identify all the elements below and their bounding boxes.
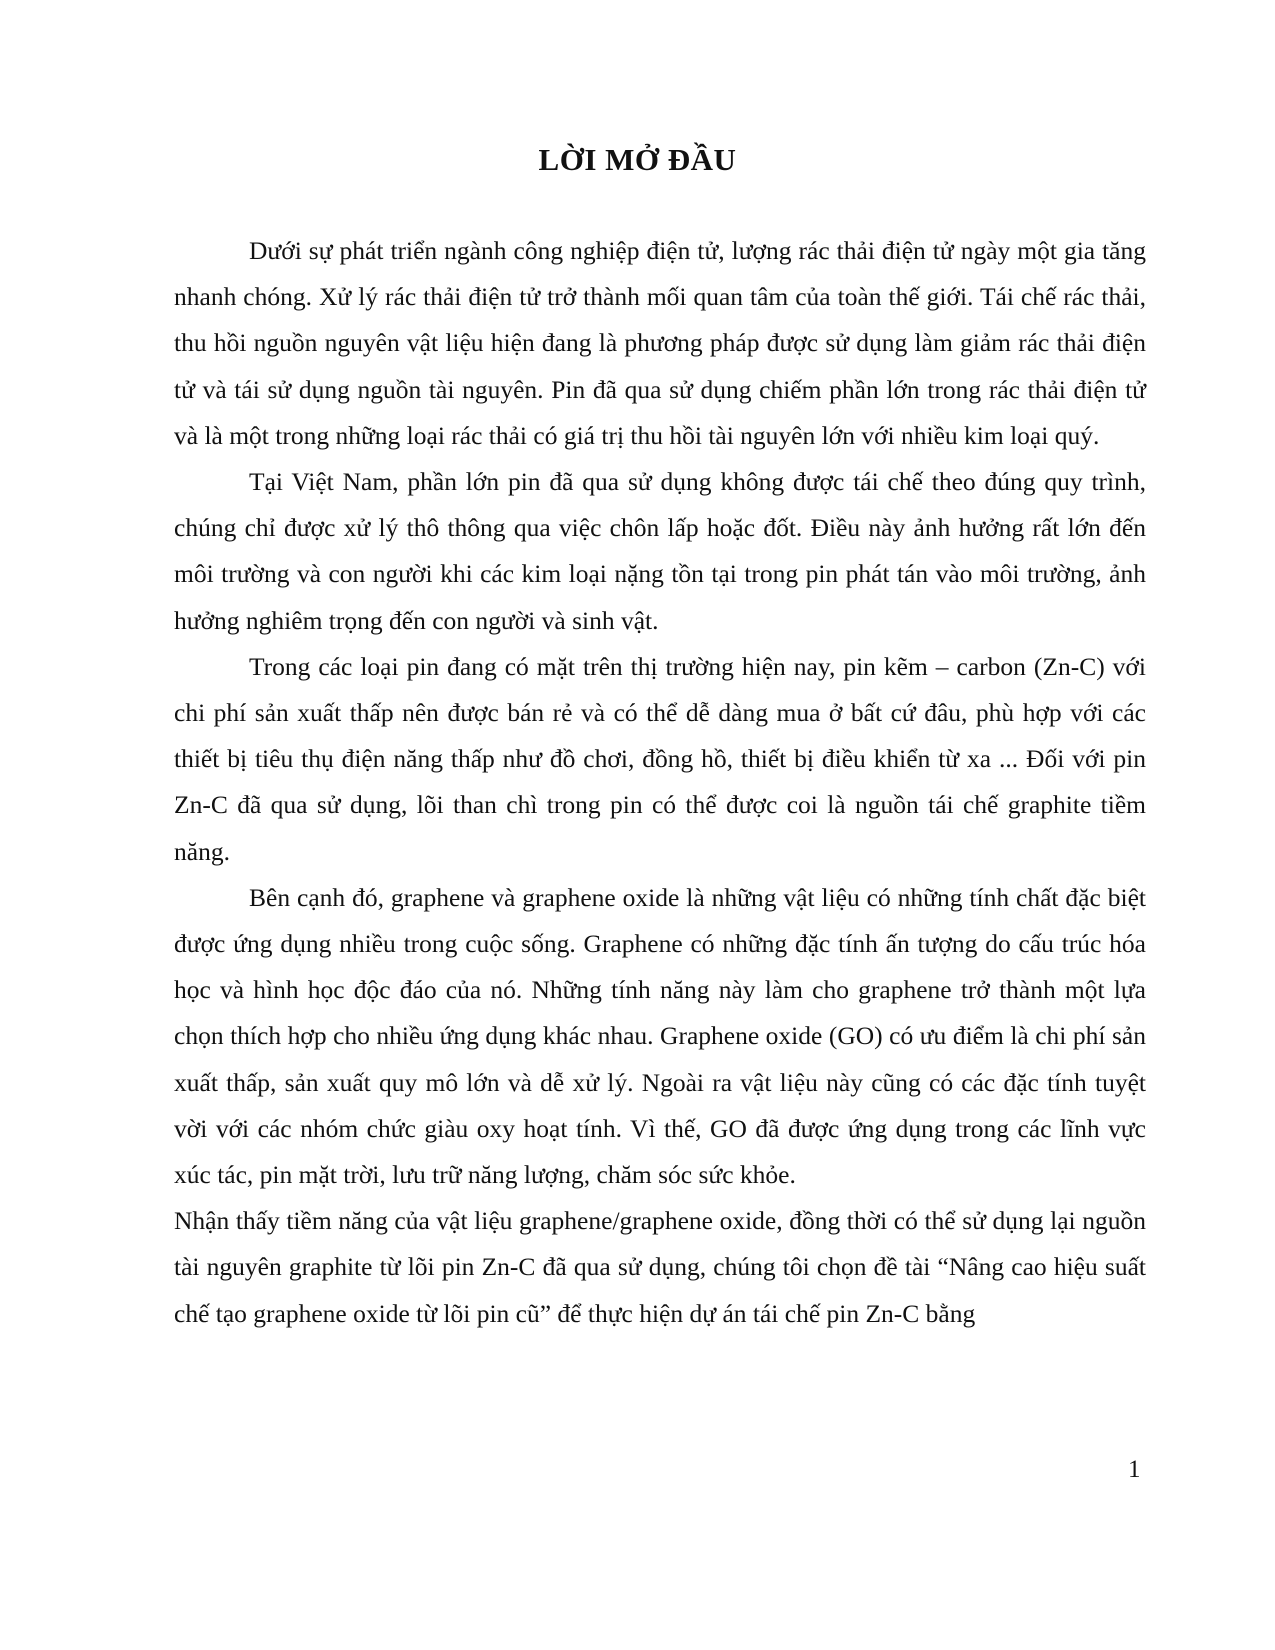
body-text — [174, 228, 1146, 1337]
page-title: LỜI MỞ ĐẦU — [538, 142, 737, 177]
paragraph-5: Nhận thấy tiềm năng của vật liệu graphene/graphene oxide, đồng thời có thể sử dụng lại nguồn tài nguyên graphite từ lõi pin Zn-C đã qua sử dụng, chúng tôi chọn đề tài “Nâng cao hiệu suất chế tạo graphene oxide từ lõi pin cũ” để thực hiện dự án tái chế pin Zn-C bằng — [174, 1206, 1146, 1328]
paragraph-2: Tại Việt Nam, phần lớn pin đã qua sử dụng không được tái chế theo đúng quy trình, chúng chỉ được xử lý thô thông qua việc chôn lấp hoặc đốt. Điều này ảnh hưởng rất lớn đến môi trường và con người khi các kim loại nặng tồn tại trong pin phát tán vào môi trường, ảnh hưởng nghiêm trọng đến con người và sinh vật. — [174, 467, 1146, 635]
paragraph-4: Bên cạnh đó, graphene và graphene oxide là những vật liệu có những tính chất đặc biệt được ứng dụng nhiều trong cuộc sống. Graphene có những đặc tính ấn tượng do cấu trúc hóa học và hình học độc đáo của nó. Những tính năng này làm cho graphene trở thành một lựa chọn thích hợp cho nhiều ứng dụng khác nhau. Graphene oxide (GO) có ưu điểm là chi phí sản xuất thấp, sản xuất quy mô lớn và dễ xử lý. Ngoài ra vật liệu này cũng có các đặc tính tuyệt vời với các nhóm chức giàu oxy hoạt tính. Vì thế, GO đã được ứng dụng trong các lĩnh vực xúc tác, pin mặt trời, lưu trữ năng lượng, chăm sóc sức khỏe. — [174, 882, 1146, 1190]
page-number: 1 — [1128, 1456, 1141, 1483]
paragraph-3: Trong các loại pin đang có mặt trên thị trường hiện nay, pin kẽm – carbon (Zn-C) với chi phí sản xuất thấp nên được bán rẻ và có thể dễ dàng mua ở bất cứ đâu, phù hợp với các thiết bị tiêu thụ điện năng thấp như đồ chơi, đồng hồ, thiết bị điều khiển từ xa ... Đối với pin Zn-C đã qua sử dụng, lõi than chì trong pin có thể được coi là nguồn tái chế graphite tiềm năng. — [174, 651, 1146, 866]
paragraph-1: Dưới sự phát triển ngành công nghiệp điện tử, lượng rác thải điện tử ngày một gia tăng nhanh chóng. Xử lý rác thải điện tử trở thành mối quan tâm của toàn thế giới. Tái chế rác thải, thu hồi nguồn nguyên vật liệu hiện đang là phương pháp được sử dụng làm giảm rác thải điện tử và tái sử dụng nguồn tài nguyên. Pin đã qua sử dụng chiếm phần lớn trong rác thải điện tử và là một trong những loại rác thải có giá trị thu hồi tài nguyên lớn với nhiều kim loại quý. — [174, 236, 1146, 450]
